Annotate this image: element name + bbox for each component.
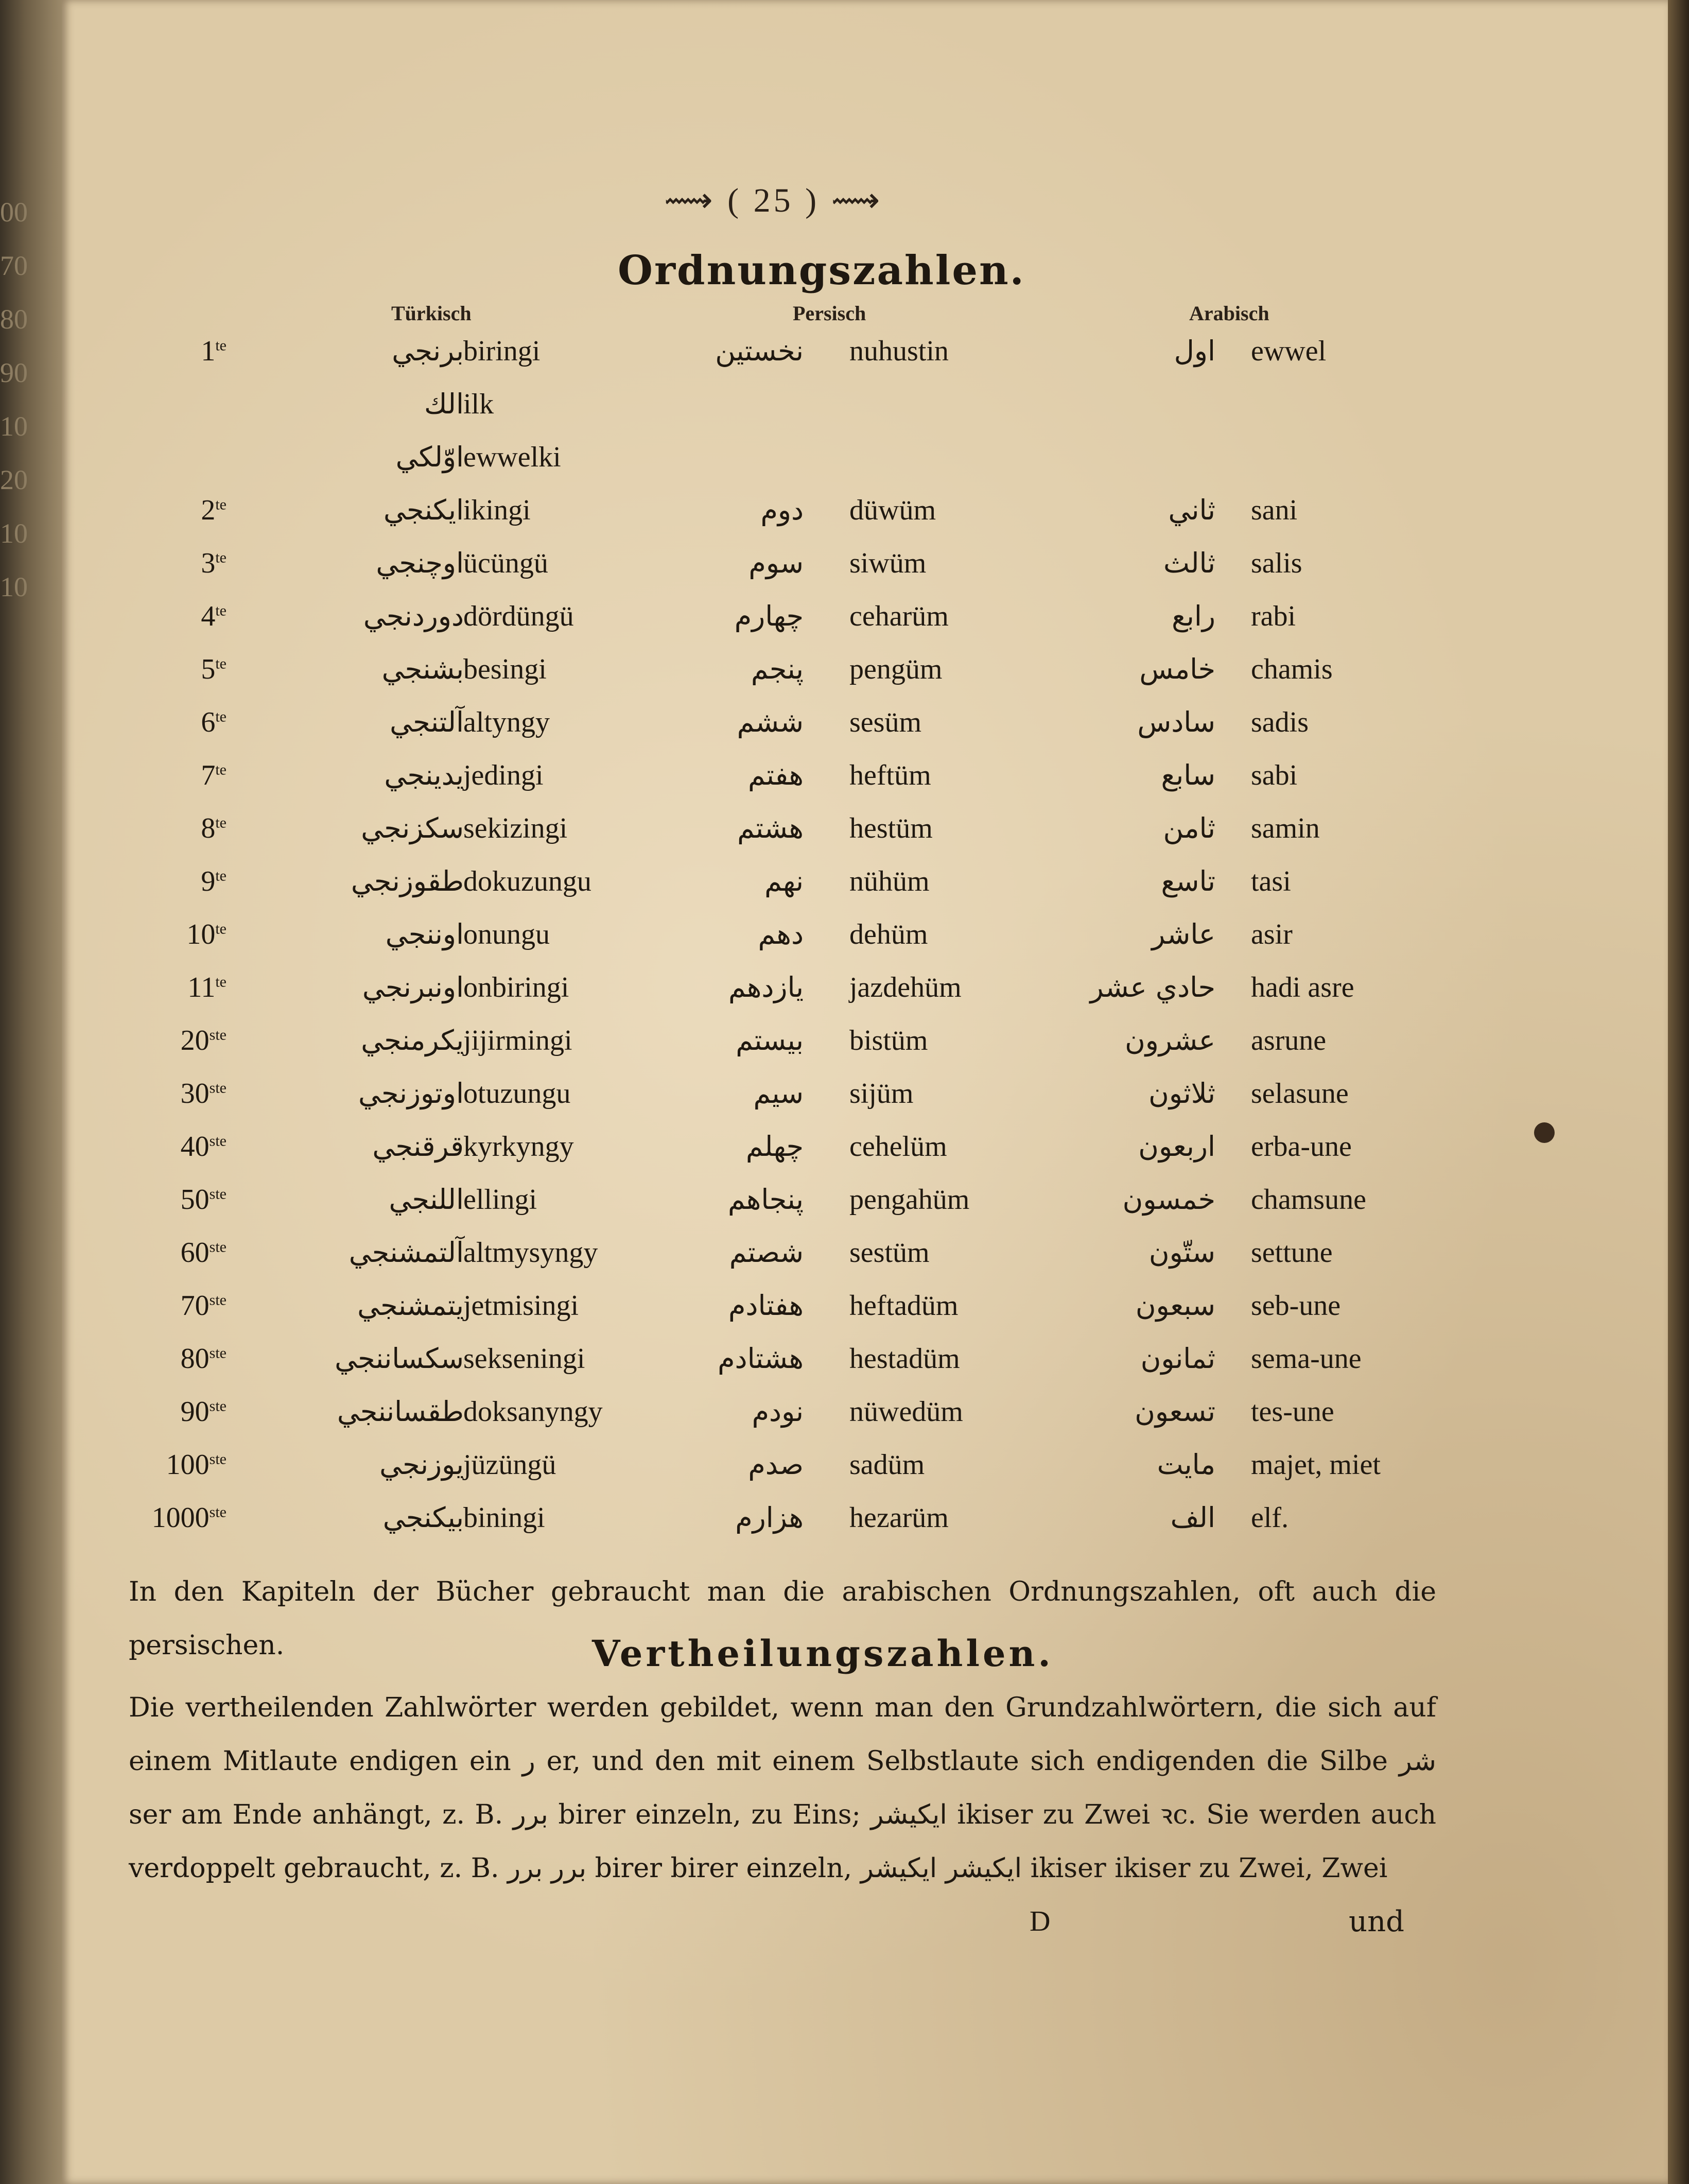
turkish-script: اونبرنجي: [362, 971, 464, 1003]
persian-script: هفتادم: [728, 1289, 804, 1322]
ordinal-number: [124, 653, 227, 686]
table-row: [0, 1236, 1689, 1282]
ordinal-number: [124, 1183, 227, 1216]
turkish-transliteration: onungu: [463, 918, 550, 950]
turkish-transliteration: kyrkyngy: [463, 1131, 574, 1163]
persian-transliteration: nuhustin: [849, 335, 949, 367]
ordinal-suffix: ste: [209, 1079, 227, 1097]
arabic-transliteration: chamis: [1251, 653, 1333, 685]
arabic-script: خامس: [1139, 653, 1215, 685]
ordinal-value: 8: [201, 812, 216, 844]
arabic-transliteration: ewwel: [1251, 335, 1327, 367]
arabic-script: ثاني: [1168, 494, 1215, 526]
ordinal-number: [124, 547, 227, 580]
ordinal-suffix: te: [215, 337, 227, 354]
ordinal-suffix: te: [215, 973, 227, 991]
ordinal-value: 100: [166, 1449, 210, 1481]
turkish-script: اوچنجي: [376, 547, 464, 579]
ordinal-suffix: te: [215, 867, 227, 885]
ordinal-number: [124, 1024, 227, 1057]
persian-transliteration: cehelüm: [849, 1131, 947, 1163]
persian-transliteration: sestüm: [849, 1237, 930, 1269]
ordinal-suffix: te: [215, 708, 227, 725]
table-row: [0, 812, 1689, 858]
ordinal-suffix: ste: [209, 1450, 227, 1468]
turkish-transliteration: jedingi: [463, 759, 544, 791]
bleed-digit: 20: [0, 464, 28, 495]
ordinal-value: 3: [201, 547, 216, 579]
turkish-script: الك: [424, 388, 464, 420]
persian-script: شصتم: [729, 1236, 804, 1269]
persian-transliteration: sadüm: [849, 1449, 925, 1481]
arabic-script: سبعون: [1135, 1289, 1215, 1322]
persian-script: هشتم: [737, 812, 804, 844]
arabic-transliteration: asrune: [1251, 1025, 1327, 1056]
table-row: [0, 1077, 1689, 1123]
turkish-transliteration: sekizingi: [463, 812, 568, 844]
section-title: Vertheilungszahlen.: [592, 1632, 1054, 1675]
turkish-script: اوّلكي: [395, 441, 464, 473]
persian-transliteration: hestüm: [849, 812, 933, 844]
ordinal-value: 10: [186, 918, 216, 950]
ordinal-value: 9: [201, 865, 216, 897]
table-row: [0, 706, 1689, 752]
ordinal-number: [124, 1236, 227, 1269]
persian-transliteration: siwüm: [849, 547, 927, 579]
arabic-transliteration: asir: [1251, 918, 1293, 950]
persian-transliteration: dehüm: [849, 918, 928, 950]
ordinal-suffix: ste: [209, 1291, 227, 1309]
persian-script: دوم: [760, 494, 804, 526]
persian-transliteration: düwüm: [849, 494, 936, 526]
ordinal-suffix: ste: [209, 1238, 227, 1256]
page-title: Ordnungszahlen.: [618, 247, 1025, 294]
bleed-digit: 10: [0, 411, 28, 442]
page-header: ⟿ ( 25 ) ⟿: [664, 182, 883, 219]
ordinal-value: 4: [201, 600, 216, 632]
turkish-script: سكزنجي: [361, 812, 464, 844]
arabic-script: عاشر: [1152, 918, 1215, 950]
ordinal-value: 70: [180, 1290, 210, 1322]
turkish-script: سكساننجي: [335, 1342, 464, 1375]
table-row: [0, 1024, 1689, 1070]
ink-blot: [1534, 1122, 1555, 1143]
table-row: [0, 865, 1689, 911]
arabic-script: خمسون: [1122, 1183, 1215, 1216]
ordinal-suffix: te: [215, 602, 227, 619]
ordinal-number: [124, 865, 227, 898]
turkish-script: اوننجي: [385, 918, 464, 950]
table-row: [0, 1289, 1689, 1336]
ordinal-suffix: ste: [209, 1397, 227, 1415]
persian-transliteration: pengüm: [849, 653, 943, 685]
ordinal-suffix: te: [215, 761, 227, 778]
arabic-transliteration: seb-une: [1251, 1290, 1341, 1322]
turkish-transliteration: ewwelki: [463, 441, 561, 473]
persian-script: دهم: [758, 918, 804, 950]
persian-script: هزارم: [735, 1501, 804, 1534]
arabic-script: اول: [1174, 335, 1215, 367]
table-row: [0, 1183, 1689, 1229]
persian-script: پنجم: [751, 653, 804, 685]
ordinal-suffix: ste: [209, 1344, 227, 1362]
arabic-script: عشرون: [1125, 1024, 1215, 1056]
persian-transliteration: hestadüm: [849, 1343, 960, 1375]
column-head-persian: Persisch: [793, 302, 866, 325]
ordinal-number: [124, 1395, 227, 1428]
persian-script: بيستم: [736, 1024, 804, 1056]
ordinal-value: 6: [201, 706, 216, 738]
ordinal-value: 2: [201, 494, 216, 526]
persian-script: يازدهم: [728, 971, 804, 1003]
ordinal-value: 7: [201, 759, 216, 791]
turkish-script: طقوزنجي: [351, 865, 464, 897]
turkish-script: طقساننجي: [337, 1395, 464, 1428]
table-row: [0, 335, 1689, 381]
turkish-transliteration: altmysyngy: [463, 1237, 598, 1269]
arabic-script: ثلاثون: [1148, 1077, 1215, 1110]
arabic-transliteration: salis: [1251, 547, 1302, 579]
turkish-transliteration: ellingi: [463, 1184, 537, 1216]
turkish-script: بشنجي: [381, 653, 464, 685]
bleed-digit: 80: [0, 304, 28, 335]
turkish-script: اوتوزنجي: [358, 1077, 464, 1110]
table-row: [0, 388, 1689, 434]
ordinal-value: 40: [180, 1131, 210, 1163]
ordinal-number: [124, 1342, 227, 1375]
bleed-digit: 70: [0, 250, 28, 281]
persian-script: ششم: [737, 706, 804, 738]
turkish-script: يدينجي: [384, 759, 464, 791]
arabic-script: رابع: [1172, 600, 1215, 632]
persian-script: هفتم: [747, 759, 804, 791]
persian-script: چهارم: [734, 600, 804, 632]
bleed-digit: 10: [0, 518, 28, 549]
ordinal-number: [124, 1289, 227, 1322]
turkish-transliteration: doksanyngy: [463, 1396, 603, 1428]
table-row: [0, 653, 1689, 699]
persian-transliteration: bistüm: [849, 1025, 928, 1056]
ordinal-value: 20: [180, 1025, 210, 1056]
turkish-script: آلتمشنجي: [349, 1236, 464, 1269]
table-row: [0, 1342, 1689, 1389]
ordinal-value: 1: [201, 335, 216, 367]
ordinal-value: 90: [180, 1396, 210, 1428]
ordinal-suffix: ste: [209, 1503, 227, 1521]
catchword: und: [1349, 1905, 1404, 1938]
table-row: [0, 547, 1689, 593]
table-row: [0, 918, 1689, 964]
ordinal-number: [124, 918, 227, 951]
ordinal-value: 30: [180, 1078, 210, 1110]
persian-transliteration: pengahüm: [849, 1184, 970, 1216]
ordinal-value: 11: [187, 972, 216, 1003]
turkish-transliteration: onbiringi: [463, 972, 569, 1003]
turkish-script: ايكنجي: [383, 494, 464, 526]
ordinal-number: [124, 600, 227, 633]
ordinal-suffix: ste: [209, 1132, 227, 1150]
arabic-transliteration: settune: [1251, 1237, 1333, 1269]
ordinal-number: [124, 706, 227, 739]
turkish-transliteration: jüzüngü: [463, 1449, 556, 1481]
ordinal-number: [124, 1130, 227, 1163]
table-row: [0, 971, 1689, 1017]
turkish-script: اللنجي: [389, 1183, 464, 1216]
persian-transliteration: nüwedüm: [849, 1396, 963, 1428]
arabic-transliteration: samin: [1251, 812, 1320, 844]
turkish-transliteration: ilk: [463, 388, 494, 420]
arabic-transliteration: chamsune: [1251, 1184, 1366, 1216]
column-head-turkish: Türkisch: [391, 302, 472, 325]
persian-transliteration: jazdehüm: [849, 972, 962, 1003]
arabic-transliteration: erba-une: [1251, 1131, 1352, 1163]
bleed-digit: 00: [0, 197, 28, 228]
turkish-transliteration: ücüngü: [463, 547, 548, 579]
turkish-script: آلتنجي: [390, 706, 464, 738]
ordinal-suffix: ste: [209, 1185, 227, 1203]
turkish-transliteration: jijirmingi: [463, 1025, 572, 1056]
arabic-transliteration: sabi: [1251, 759, 1298, 791]
persian-transliteration: heftüm: [849, 759, 931, 791]
note-paragraph: In den Kapiteln der Bücher gebraucht man die arabischen Ordnungszahlen, oft auch die persischen.: [129, 1576, 1436, 1661]
turkish-transliteration: besingi: [463, 653, 547, 685]
turkish-script: يكرمنجي: [361, 1024, 464, 1056]
arabic-script: سادس: [1137, 706, 1215, 738]
ordinal-suffix: te: [215, 814, 227, 831]
turkish-transliteration: sekseningi: [463, 1343, 585, 1375]
ordinal-number: [124, 1448, 227, 1481]
ordinal-number: [124, 1501, 227, 1534]
persian-transliteration: nühüm: [849, 865, 930, 897]
turkish-transliteration: biningi: [463, 1502, 545, 1534]
arabic-script: مايت: [1157, 1448, 1215, 1481]
ordinal-suffix: ste: [209, 1026, 227, 1044]
arabic-script: سابع: [1161, 759, 1215, 791]
table-row: [0, 759, 1689, 805]
bleed-digit: 90: [0, 357, 28, 388]
turkish-script: بيكنجي: [382, 1501, 464, 1534]
persian-script: نخستين: [715, 335, 804, 367]
ordinal-suffix: te: [215, 496, 227, 513]
turkish-transliteration: biringi: [463, 335, 541, 367]
ordinal-value: 5: [201, 653, 216, 685]
ordinal-number: [124, 812, 227, 845]
arabic-transliteration: rabi: [1251, 600, 1296, 632]
ordinal-number: [124, 759, 227, 792]
arabic-transliteration: tes-une: [1251, 1396, 1334, 1428]
ordinal-value: 60: [180, 1237, 210, 1269]
turkish-transliteration: jetmisingi: [463, 1290, 579, 1322]
arabic-transliteration: sadis: [1251, 706, 1309, 738]
persian-script: نودم: [752, 1395, 804, 1428]
table-row: [0, 600, 1689, 646]
arabic-script: تاسع: [1161, 865, 1215, 897]
persian-transliteration: sijüm: [849, 1078, 914, 1110]
ordinal-number: [124, 971, 227, 1004]
turkish-transliteration: otuzungu: [463, 1078, 571, 1110]
persian-script: پنجاهم: [727, 1183, 804, 1216]
arabic-transliteration: hadi asre: [1251, 972, 1354, 1003]
arabic-transliteration: elf.: [1251, 1502, 1289, 1534]
turkish-script: يتمشنجي: [357, 1289, 464, 1322]
turkish-script: قرقنجي: [372, 1130, 464, 1163]
body-paragraph: Die vertheilenden Zahlwörter werden gebildet, wenn man den Grundzahlwörtern, die sich auf einem Mitlaute endigen ein ر er, und den mit einem Selbstlaute sich endigenden die Silbe شر ser am Ende anhängt, z. B. برر birer einzeln, zu Eins; ايكيشر ikiser zu Zwei ꝛc. Sie werden auch verdoppelt gebraucht, z. B. برر برر birer birer einzeln, ايكيشر ايكيشر ikiser ikiser zu Zwei, Zwei: [129, 1692, 1436, 1884]
signature-mark: D: [1030, 1905, 1051, 1937]
ordinal-value: 1000: [151, 1502, 210, 1534]
arabic-transliteration: sema-une: [1251, 1343, 1362, 1375]
ordinal-suffix: te: [215, 655, 227, 672]
turkish-script: برنجي: [392, 335, 464, 367]
turkish-transliteration: dördüngü: [463, 600, 574, 632]
turkish-transliteration: altyngy: [463, 706, 550, 738]
table-row: [0, 1448, 1689, 1495]
arabic-transliteration: sani: [1251, 494, 1298, 526]
table-row: [0, 1395, 1689, 1442]
persian-script: چهلم: [745, 1130, 804, 1163]
column-head-arabic: Arabisch: [1189, 302, 1269, 325]
arabic-script: الف: [1170, 1501, 1215, 1534]
persian-script: سيم: [753, 1077, 804, 1110]
table-row: [0, 494, 1689, 540]
ordinal-value: 80: [180, 1343, 210, 1375]
ordinal-suffix: te: [215, 549, 227, 566]
arabic-script: حادي عشر: [1090, 971, 1215, 1003]
arabic-script: ثامن: [1163, 812, 1215, 844]
turkish-transliteration: ikingi: [463, 494, 531, 526]
table-row: [0, 1130, 1689, 1176]
turkish-script: يوزنجي: [379, 1448, 464, 1481]
ordinal-number: [124, 335, 227, 368]
persian-transliteration: sesüm: [849, 706, 921, 738]
ordinal-number: [124, 1077, 227, 1110]
ordinal-suffix: te: [215, 920, 227, 938]
table-row: [0, 441, 1689, 487]
ordinal-number: [124, 494, 227, 527]
turkish-script: دوردنجي: [363, 600, 464, 632]
persian-script: سوم: [748, 547, 804, 579]
bleed-digit: 10: [0, 571, 28, 602]
ordinal-value: 50: [180, 1184, 210, 1216]
table-row: [0, 1501, 1689, 1548]
persian-transliteration: ceharüm: [849, 600, 949, 632]
arabic-script: تسعون: [1135, 1395, 1215, 1428]
persian-script: هشتادم: [718, 1342, 804, 1375]
turkish-transliteration: dokuzungu: [463, 865, 591, 897]
persian-transliteration: heftadüm: [849, 1290, 959, 1322]
arabic-script: ستّون: [1148, 1236, 1215, 1269]
arabic-script: ثمانون: [1140, 1342, 1215, 1375]
arabic-transliteration: majet, miet: [1251, 1449, 1381, 1481]
persian-script: نهم: [764, 865, 804, 897]
arabic-transliteration: selasune: [1251, 1078, 1349, 1110]
arabic-transliteration: tasi: [1251, 865, 1291, 897]
arabic-script: اربعون: [1138, 1130, 1215, 1163]
persian-script: صدم: [748, 1448, 804, 1481]
persian-transliteration: hezarüm: [849, 1502, 949, 1534]
arabic-script: ثالث: [1163, 547, 1215, 579]
